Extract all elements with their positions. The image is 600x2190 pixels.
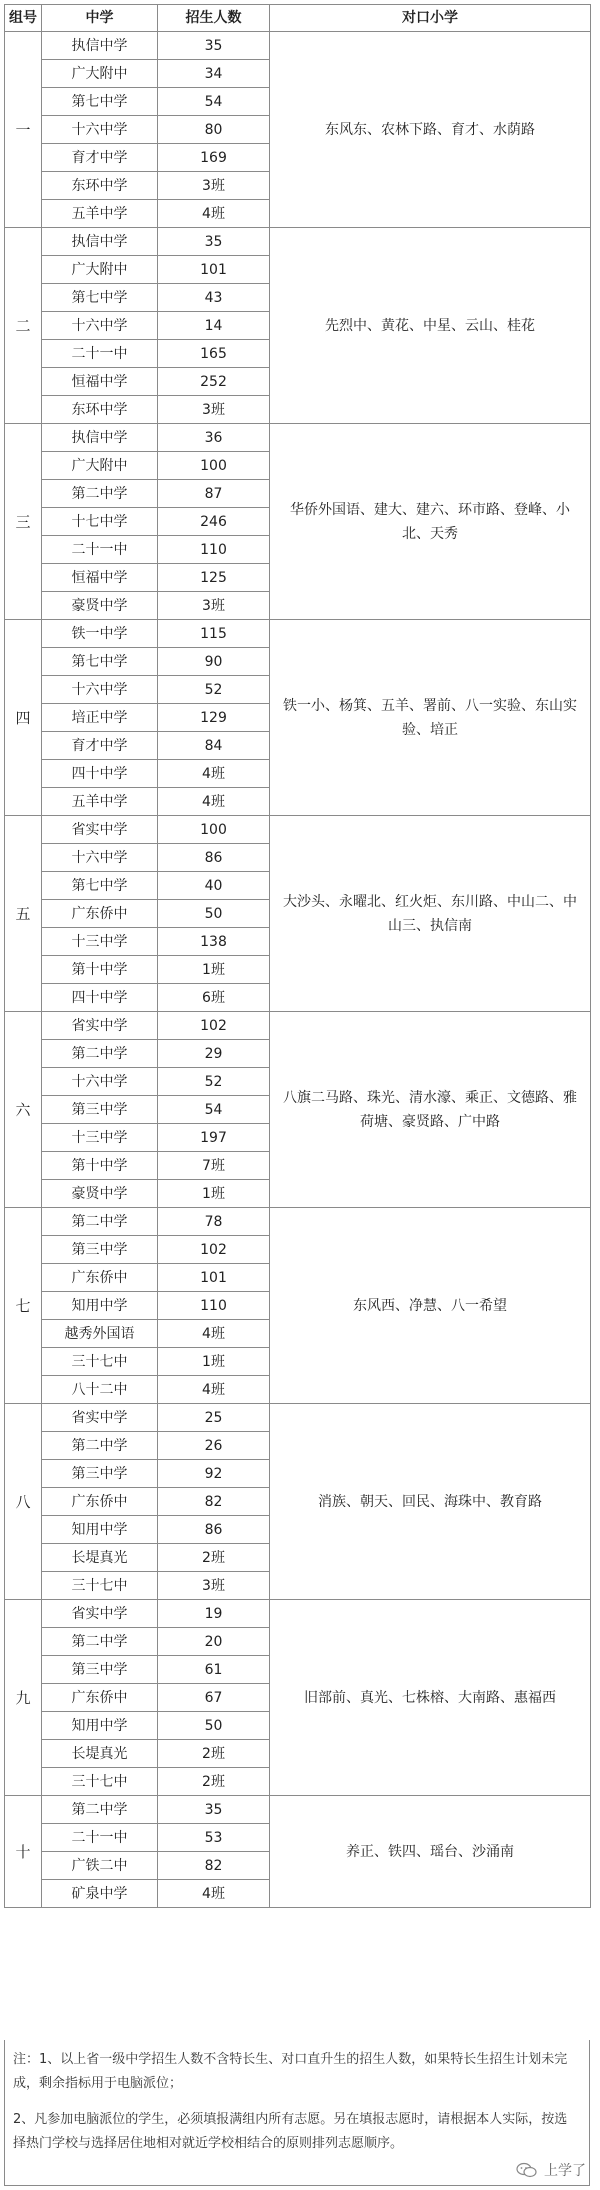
school-name: 执信中学 (42, 424, 158, 452)
note-1: 注：1、以上省一级中学招生人数不含特长生、对口直升生的招生人数，如果特长生招生计划未完成，剩余指标用于电脑派位； (13, 2052, 568, 2091)
header-school: 中学 (42, 5, 158, 32)
primary-schools: 养正、铁四、瑶台、沙涌南 (270, 1796, 591, 1908)
enroll-count: 2班 (158, 1544, 270, 1572)
school-name: 东环中学 (42, 396, 158, 424)
enroll-count: 3班 (158, 1572, 270, 1600)
enroll-count: 1班 (158, 956, 270, 984)
enroll-count: 4班 (158, 760, 270, 788)
school-name: 四十中学 (42, 760, 158, 788)
school-name: 第二中学 (42, 480, 158, 508)
school-name: 豪贤中学 (42, 592, 158, 620)
table-body (5, 32, 591, 1908)
primary-schools: 八旗二马路、珠光、清水濠、乘正、文德路、雅荷塘、豪贤路、广中路 (270, 1012, 591, 1208)
enroll-count: 52 (158, 1068, 270, 1096)
school-name: 第十中学 (42, 1152, 158, 1180)
enroll-count: 7班 (158, 1152, 270, 1180)
school-name: 五羊中学 (42, 788, 158, 816)
enroll-count: 129 (158, 704, 270, 732)
school-name: 广大附中 (42, 60, 158, 88)
enroll-count: 82 (158, 1852, 270, 1880)
school-name: 越秀外国语 (42, 1320, 158, 1348)
school-name: 十六中学 (42, 676, 158, 704)
enroll-count: 246 (158, 508, 270, 536)
enroll-count: 138 (158, 928, 270, 956)
school-name: 培正中学 (42, 704, 158, 732)
enroll-count: 1班 (158, 1180, 270, 1208)
school-name: 长堤真光 (42, 1544, 158, 1572)
school-name: 十六中学 (42, 312, 158, 340)
enroll-count: 43 (158, 284, 270, 312)
enroll-count: 40 (158, 872, 270, 900)
group-number: 十 (5, 1796, 42, 1908)
enrollment-table (4, 4, 591, 1908)
enroll-count: 52 (158, 676, 270, 704)
school-name: 第二中学 (42, 1432, 158, 1460)
school-name: 四十中学 (42, 984, 158, 1012)
school-name: 三十七中 (42, 1572, 158, 1600)
group-number: 五 (5, 816, 42, 1012)
school-name: 第三中学 (42, 1656, 158, 1684)
enroll-count: 36 (158, 424, 270, 452)
school-name: 恒福中学 (42, 564, 158, 592)
school-name: 十六中学 (42, 844, 158, 872)
school-name: 五羊中学 (42, 200, 158, 228)
table-row (5, 424, 591, 452)
school-name: 第二中学 (42, 1208, 158, 1236)
school-name: 铁一中学 (42, 620, 158, 648)
school-name: 二十一中 (42, 536, 158, 564)
enroll-count: 4班 (158, 1880, 270, 1908)
header-group: 组号 (5, 5, 42, 32)
school-name: 三十七中 (42, 1768, 158, 1796)
enroll-count: 125 (158, 564, 270, 592)
header-count: 招生人数 (158, 5, 270, 32)
enroll-count: 14 (158, 312, 270, 340)
enroll-count: 20 (158, 1628, 270, 1656)
enroll-count: 169 (158, 144, 270, 172)
group-number: 一 (5, 32, 42, 228)
school-name: 十三中学 (42, 1124, 158, 1152)
school-name: 执信中学 (42, 32, 158, 60)
school-name: 二十一中 (42, 340, 158, 368)
primary-schools: 旧部前、真光、七株榕、大南路、惠福西 (270, 1600, 591, 1796)
school-name: 矿泉中学 (42, 1880, 158, 1908)
school-name: 十三中学 (42, 928, 158, 956)
group-number: 六 (5, 1012, 42, 1208)
school-name: 知用中学 (42, 1516, 158, 1544)
table-row (5, 1404, 591, 1432)
enroll-count: 29 (158, 1040, 270, 1068)
enroll-count: 165 (158, 340, 270, 368)
group-number: 七 (5, 1208, 42, 1404)
enroll-count: 92 (158, 1460, 270, 1488)
enroll-count: 78 (158, 1208, 270, 1236)
enroll-count: 26 (158, 1432, 270, 1460)
enroll-count: 90 (158, 648, 270, 676)
enroll-count: 2班 (158, 1768, 270, 1796)
school-name: 育才中学 (42, 732, 158, 760)
enroll-count: 3班 (158, 172, 270, 200)
enroll-count: 101 (158, 256, 270, 284)
school-name: 恒福中学 (42, 368, 158, 396)
school-name: 广大附中 (42, 452, 158, 480)
enroll-count: 50 (158, 1712, 270, 1740)
enroll-count: 50 (158, 900, 270, 928)
enroll-count: 84 (158, 732, 270, 760)
wechat-icon (516, 2162, 538, 2178)
primary-schools: 东风西、净慧、八一希望 (270, 1208, 591, 1404)
enroll-count: 115 (158, 620, 270, 648)
school-name: 省实中学 (42, 816, 158, 844)
school-name: 省实中学 (42, 1404, 158, 1432)
enroll-count: 110 (158, 536, 270, 564)
enroll-count: 25 (158, 1404, 270, 1432)
enroll-count: 34 (158, 60, 270, 88)
school-name: 第三中学 (42, 1460, 158, 1488)
enroll-count: 3班 (158, 592, 270, 620)
primary-schools: 华侨外国语、建大、建六、环市路、登峰、小北、天秀 (270, 424, 591, 620)
primary-schools: 消族、朝天、回民、海珠中、教育路 (270, 1404, 591, 1600)
enroll-count: 252 (158, 368, 270, 396)
primary-schools: 铁一小、杨箕、五羊、署前、八一实验、东山实验、培正 (270, 620, 591, 816)
school-name: 知用中学 (42, 1292, 158, 1320)
enroll-count: 80 (158, 116, 270, 144)
school-name: 知用中学 (42, 1712, 158, 1740)
school-name: 长堤真光 (42, 1740, 158, 1768)
school-name: 第七中学 (42, 648, 158, 676)
header-primary: 对口小学 (270, 5, 591, 32)
school-name: 第二中学 (42, 1040, 158, 1068)
header-row (5, 5, 591, 32)
enroll-count: 61 (158, 1656, 270, 1684)
enroll-count: 4班 (158, 788, 270, 816)
table-row (5, 1796, 591, 1824)
enroll-count: 4班 (158, 200, 270, 228)
enroll-count: 35 (158, 1796, 270, 1824)
watermark-text: 上学了 (544, 2163, 586, 2179)
school-name: 广铁二中 (42, 1852, 158, 1880)
school-name: 第二中学 (42, 1628, 158, 1656)
enroll-count: 82 (158, 1488, 270, 1516)
school-name: 第三中学 (42, 1236, 158, 1264)
table-row (5, 816, 591, 844)
enroll-count: 67 (158, 1684, 270, 1712)
enroll-count: 86 (158, 1516, 270, 1544)
school-name: 豪贤中学 (42, 1180, 158, 1208)
enroll-count: 54 (158, 88, 270, 116)
primary-schools: 大沙头、永曜北、红火炬、东川路、中山二、中山三、执信南 (270, 816, 591, 1012)
school-name: 育才中学 (42, 144, 158, 172)
enroll-count: 197 (158, 1124, 270, 1152)
school-name: 三十七中 (42, 1348, 158, 1376)
notes (4, 2040, 590, 2186)
enroll-count: 4班 (158, 1320, 270, 1348)
enroll-count: 102 (158, 1236, 270, 1264)
enroll-count: 6班 (158, 984, 270, 1012)
school-name: 十六中学 (42, 1068, 158, 1096)
enroll-count: 35 (158, 228, 270, 256)
primary-schools: 东风东、农林下路、育才、水荫路 (270, 32, 591, 228)
enroll-count: 53 (158, 1824, 270, 1852)
enroll-count: 3班 (158, 396, 270, 424)
table-row (5, 1012, 591, 1040)
school-name: 广东侨中 (42, 1684, 158, 1712)
school-name: 二十一中 (42, 1824, 158, 1852)
enroll-count: 35 (158, 32, 270, 60)
table-row (5, 620, 591, 648)
group-number: 八 (5, 1404, 42, 1600)
table-row (5, 228, 591, 256)
primary-schools: 先烈中、黄花、中星、云山、桂花 (270, 228, 591, 424)
enroll-count: 1班 (158, 1348, 270, 1376)
school-name: 第七中学 (42, 284, 158, 312)
enroll-count: 102 (158, 1012, 270, 1040)
enroll-count: 101 (158, 1264, 270, 1292)
school-name: 广东侨中 (42, 1488, 158, 1516)
group-number: 二 (5, 228, 42, 424)
enroll-count: 110 (158, 1292, 270, 1320)
school-name: 八十二中 (42, 1376, 158, 1404)
school-name: 广东侨中 (42, 900, 158, 928)
group-number: 九 (5, 1600, 42, 1796)
enroll-count: 86 (158, 844, 270, 872)
enroll-count: 4班 (158, 1376, 270, 1404)
school-name: 省实中学 (42, 1012, 158, 1040)
enroll-count: 2班 (158, 1740, 270, 1768)
group-number: 四 (5, 620, 42, 816)
enroll-count: 19 (158, 1600, 270, 1628)
school-name: 广大附中 (42, 256, 158, 284)
school-name: 省实中学 (42, 1600, 158, 1628)
note-2: 2、凡参加电脑派位的学生，必须填报满组内所有志愿。另在填报志愿时，请根据本人实际，按选择热门学校与选择居住地相对就近学校相结合的原则排列志愿顺序。 (13, 2112, 568, 2151)
table-row (5, 32, 591, 60)
enroll-count: 100 (158, 816, 270, 844)
school-name: 东环中学 (42, 172, 158, 200)
school-name: 第七中学 (42, 872, 158, 900)
school-name: 第二中学 (42, 1796, 158, 1824)
school-name: 十六中学 (42, 116, 158, 144)
school-name: 第十中学 (42, 956, 158, 984)
enroll-count: 87 (158, 480, 270, 508)
table-row (5, 1208, 591, 1236)
watermark (516, 2160, 586, 2180)
enroll-count: 54 (158, 1096, 270, 1124)
table-row (5, 1600, 591, 1628)
school-name: 十七中学 (42, 508, 158, 536)
group-number: 三 (5, 424, 42, 620)
school-name: 执信中学 (42, 228, 158, 256)
school-name: 第七中学 (42, 88, 158, 116)
school-name: 第三中学 (42, 1096, 158, 1124)
school-name: 广东侨中 (42, 1264, 158, 1292)
enroll-count: 100 (158, 452, 270, 480)
